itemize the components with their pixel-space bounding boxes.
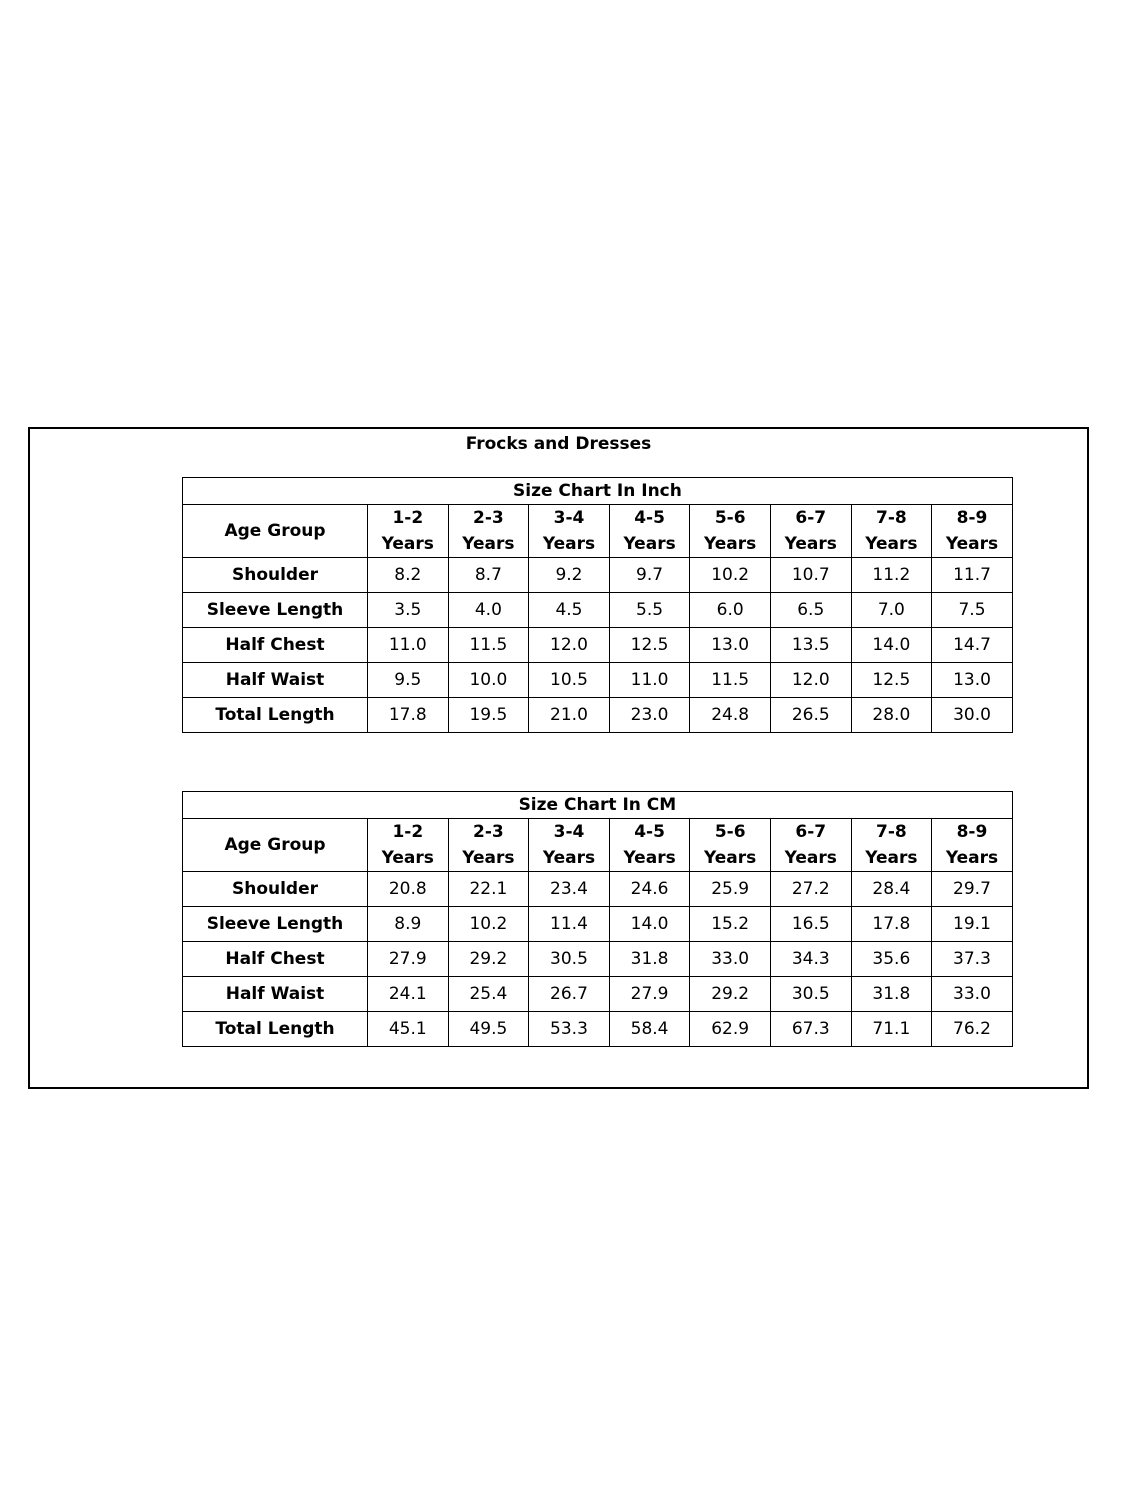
age-range: 5-6 bbox=[714, 822, 746, 842]
measurement-cell: 49.5 bbox=[448, 1012, 529, 1047]
measurement-cell: 19.1 bbox=[932, 907, 1013, 942]
row-label: Half Waist bbox=[183, 663, 368, 698]
measurement-cell: 29.2 bbox=[448, 942, 529, 977]
age-group-header: Age Group bbox=[183, 819, 368, 872]
row-label: Half Chest bbox=[183, 942, 368, 977]
table-row bbox=[183, 907, 1013, 942]
table-caption: Size Chart In CM bbox=[183, 792, 1013, 819]
measurement-cell: 3.5 bbox=[368, 593, 449, 628]
age-range: 8-9 bbox=[956, 822, 988, 842]
table-row bbox=[183, 663, 1013, 698]
measurement-cell: 14.0 bbox=[851, 628, 932, 663]
measurement-cell: 4.0 bbox=[448, 593, 529, 628]
measurement-cell: 22.1 bbox=[448, 872, 529, 907]
measurement-cell: 12.0 bbox=[529, 628, 610, 663]
age-unit: Years bbox=[704, 534, 757, 554]
measurement-cell: 11.0 bbox=[609, 663, 690, 698]
table-row bbox=[183, 593, 1013, 628]
measurement-cell: 31.8 bbox=[609, 942, 690, 977]
measurement-cell: 37.3 bbox=[932, 942, 1013, 977]
measurement-cell: 35.6 bbox=[851, 942, 932, 977]
measurement-cell: 28.4 bbox=[851, 872, 932, 907]
measurement-cell: 17.8 bbox=[368, 698, 449, 733]
measurement-cell: 13.0 bbox=[932, 663, 1013, 698]
age-column-header bbox=[932, 505, 1013, 558]
row-label: Sleeve Length bbox=[183, 593, 368, 628]
measurement-cell: 12.0 bbox=[770, 663, 851, 698]
measurement-cell: 27.9 bbox=[368, 942, 449, 977]
row-label: Total Length bbox=[183, 698, 368, 733]
table-row bbox=[183, 558, 1013, 593]
age-range: 5-6 bbox=[714, 508, 746, 528]
measurement-cell: 19.5 bbox=[448, 698, 529, 733]
measurement-cell: 11.7 bbox=[932, 558, 1013, 593]
age-range: 4-5 bbox=[634, 822, 665, 842]
age-unit: Years bbox=[623, 848, 676, 868]
measurement-cell: 8.2 bbox=[368, 558, 449, 593]
measurement-cell: 27.2 bbox=[770, 872, 851, 907]
measurement-cell: 9.7 bbox=[609, 558, 690, 593]
measurement-cell: 8.7 bbox=[448, 558, 529, 593]
measurement-cell: 53.3 bbox=[529, 1012, 610, 1047]
age-range: 4-5 bbox=[634, 508, 665, 528]
table-row bbox=[183, 698, 1013, 733]
measurement-cell: 58.4 bbox=[609, 1012, 690, 1047]
table-row bbox=[183, 1012, 1013, 1047]
measurement-cell: 26.5 bbox=[770, 698, 851, 733]
measurement-cell: 29.7 bbox=[932, 872, 1013, 907]
measurement-cell: 10.2 bbox=[690, 558, 771, 593]
measurement-cell: 62.9 bbox=[690, 1012, 771, 1047]
measurement-cell: 24.8 bbox=[690, 698, 771, 733]
age-column-header bbox=[609, 819, 690, 872]
measurement-cell: 11.2 bbox=[851, 558, 932, 593]
row-label: Shoulder bbox=[183, 872, 368, 907]
table-row bbox=[183, 628, 1013, 663]
age-range: 3-4 bbox=[553, 508, 585, 528]
age-unit: Years bbox=[381, 534, 434, 554]
age-unit: Years bbox=[462, 848, 515, 868]
header-row bbox=[183, 819, 1013, 872]
age-unit: Years bbox=[865, 848, 918, 868]
measurement-cell: 9.2 bbox=[529, 558, 610, 593]
measurement-cell: 11.5 bbox=[690, 663, 771, 698]
age-column-header bbox=[529, 505, 610, 558]
measurement-cell: 11.4 bbox=[529, 907, 610, 942]
measurement-cell: 71.1 bbox=[851, 1012, 932, 1047]
measurement-cell: 15.2 bbox=[690, 907, 771, 942]
measurement-cell: 11.5 bbox=[448, 628, 529, 663]
table-caption: Size Chart In Inch bbox=[183, 478, 1013, 505]
measurement-cell: 8.9 bbox=[368, 907, 449, 942]
measurement-cell: 5.5 bbox=[609, 593, 690, 628]
age-column-header bbox=[368, 505, 449, 558]
age-column-header bbox=[448, 505, 529, 558]
age-unit: Years bbox=[865, 534, 918, 554]
age-range: 7-8 bbox=[876, 822, 907, 842]
measurement-cell: 24.6 bbox=[609, 872, 690, 907]
age-column-header bbox=[851, 505, 932, 558]
age-unit: Years bbox=[542, 848, 596, 868]
measurement-cell: 33.0 bbox=[690, 942, 771, 977]
measurement-cell: 10.7 bbox=[770, 558, 851, 593]
measurement-cell: 10.0 bbox=[448, 663, 529, 698]
measurement-cell: 23.4 bbox=[529, 872, 610, 907]
age-column-header bbox=[690, 505, 771, 558]
measurement-cell: 24.1 bbox=[368, 977, 449, 1012]
age-unit: Years bbox=[784, 534, 837, 554]
measurement-cell: 29.2 bbox=[690, 977, 771, 1012]
measurement-cell: 11.0 bbox=[368, 628, 449, 663]
measurement-cell: 67.3 bbox=[770, 1012, 851, 1047]
age-column-header bbox=[609, 505, 690, 558]
age-unit: Years bbox=[462, 534, 515, 554]
row-label: Half Waist bbox=[183, 977, 368, 1012]
size-chart-inch-table bbox=[182, 477, 1013, 733]
measurement-cell: 12.5 bbox=[851, 663, 932, 698]
row-label: Total Length bbox=[183, 1012, 368, 1047]
measurement-cell: 20.8 bbox=[368, 872, 449, 907]
measurement-cell: 12.5 bbox=[609, 628, 690, 663]
measurement-cell: 28.0 bbox=[851, 698, 932, 733]
measurement-cell: 33.0 bbox=[932, 977, 1013, 1012]
measurement-cell: 13.0 bbox=[690, 628, 771, 663]
row-label: Shoulder bbox=[183, 558, 368, 593]
age-column-header bbox=[851, 819, 932, 872]
age-column-header bbox=[448, 819, 529, 872]
age-unit: Years bbox=[784, 848, 837, 868]
age-range: 8-9 bbox=[956, 508, 988, 528]
measurement-cell: 21.0 bbox=[529, 698, 610, 733]
measurement-cell: 23.0 bbox=[609, 698, 690, 733]
age-column-header bbox=[529, 819, 610, 872]
measurement-cell: 25.4 bbox=[448, 977, 529, 1012]
table-body bbox=[183, 558, 1013, 733]
age-unit: Years bbox=[542, 534, 596, 554]
measurement-cell: 34.3 bbox=[770, 942, 851, 977]
age-column-header bbox=[690, 819, 771, 872]
measurement-cell: 6.0 bbox=[690, 593, 771, 628]
measurement-cell: 7.0 bbox=[851, 593, 932, 628]
measurement-cell: 26.7 bbox=[529, 977, 610, 1012]
age-range: 2-3 bbox=[473, 822, 504, 842]
measurement-cell: 17.8 bbox=[851, 907, 932, 942]
age-column-header bbox=[770, 505, 851, 558]
row-label: Half Chest bbox=[183, 628, 368, 663]
age-group-header: Age Group bbox=[183, 505, 368, 558]
age-unit: Years bbox=[381, 848, 434, 868]
measurement-cell: 30.5 bbox=[770, 977, 851, 1012]
header-row bbox=[183, 505, 1013, 558]
measurement-cell: 13.5 bbox=[770, 628, 851, 663]
measurement-cell: 7.5 bbox=[932, 593, 1013, 628]
age-column-header bbox=[770, 819, 851, 872]
age-column-header bbox=[368, 819, 449, 872]
age-range: 1-2 bbox=[392, 508, 424, 528]
measurement-cell: 45.1 bbox=[368, 1012, 449, 1047]
age-range: 1-2 bbox=[392, 822, 424, 842]
table-body bbox=[183, 872, 1013, 1047]
age-unit: Years bbox=[945, 534, 999, 554]
measurement-cell: 14.7 bbox=[932, 628, 1013, 663]
age-unit: Years bbox=[945, 848, 999, 868]
age-range: 7-8 bbox=[876, 508, 907, 528]
row-label: Sleeve Length bbox=[183, 907, 368, 942]
measurement-cell: 31.8 bbox=[851, 977, 932, 1012]
age-unit: Years bbox=[704, 848, 757, 868]
measurement-cell: 16.5 bbox=[770, 907, 851, 942]
document-title: Frocks and Dresses bbox=[465, 434, 652, 454]
table-row bbox=[183, 942, 1013, 977]
size-chart-frame bbox=[28, 427, 1089, 1089]
measurement-cell: 4.5 bbox=[529, 593, 610, 628]
age-column-header bbox=[932, 819, 1013, 872]
age-range: 6-7 bbox=[795, 822, 827, 842]
measurement-cell: 25.9 bbox=[690, 872, 771, 907]
measurement-cell: 27.9 bbox=[609, 977, 690, 1012]
age-range: 3-4 bbox=[553, 822, 585, 842]
measurement-cell: 76.2 bbox=[932, 1012, 1013, 1047]
measurement-cell: 30.0 bbox=[932, 698, 1013, 733]
measurement-cell: 10.5 bbox=[529, 663, 610, 698]
size-chart-cm-table bbox=[182, 791, 1013, 1047]
age-range: 6-7 bbox=[795, 508, 827, 528]
age-unit: Years bbox=[623, 534, 676, 554]
table-row bbox=[183, 977, 1013, 1012]
measurement-cell: 6.5 bbox=[770, 593, 851, 628]
age-range: 2-3 bbox=[473, 508, 504, 528]
measurement-cell: 10.2 bbox=[448, 907, 529, 942]
measurement-cell: 14.0 bbox=[609, 907, 690, 942]
measurement-cell: 9.5 bbox=[368, 663, 449, 698]
measurement-cell: 30.5 bbox=[529, 942, 610, 977]
table-row bbox=[183, 872, 1013, 907]
